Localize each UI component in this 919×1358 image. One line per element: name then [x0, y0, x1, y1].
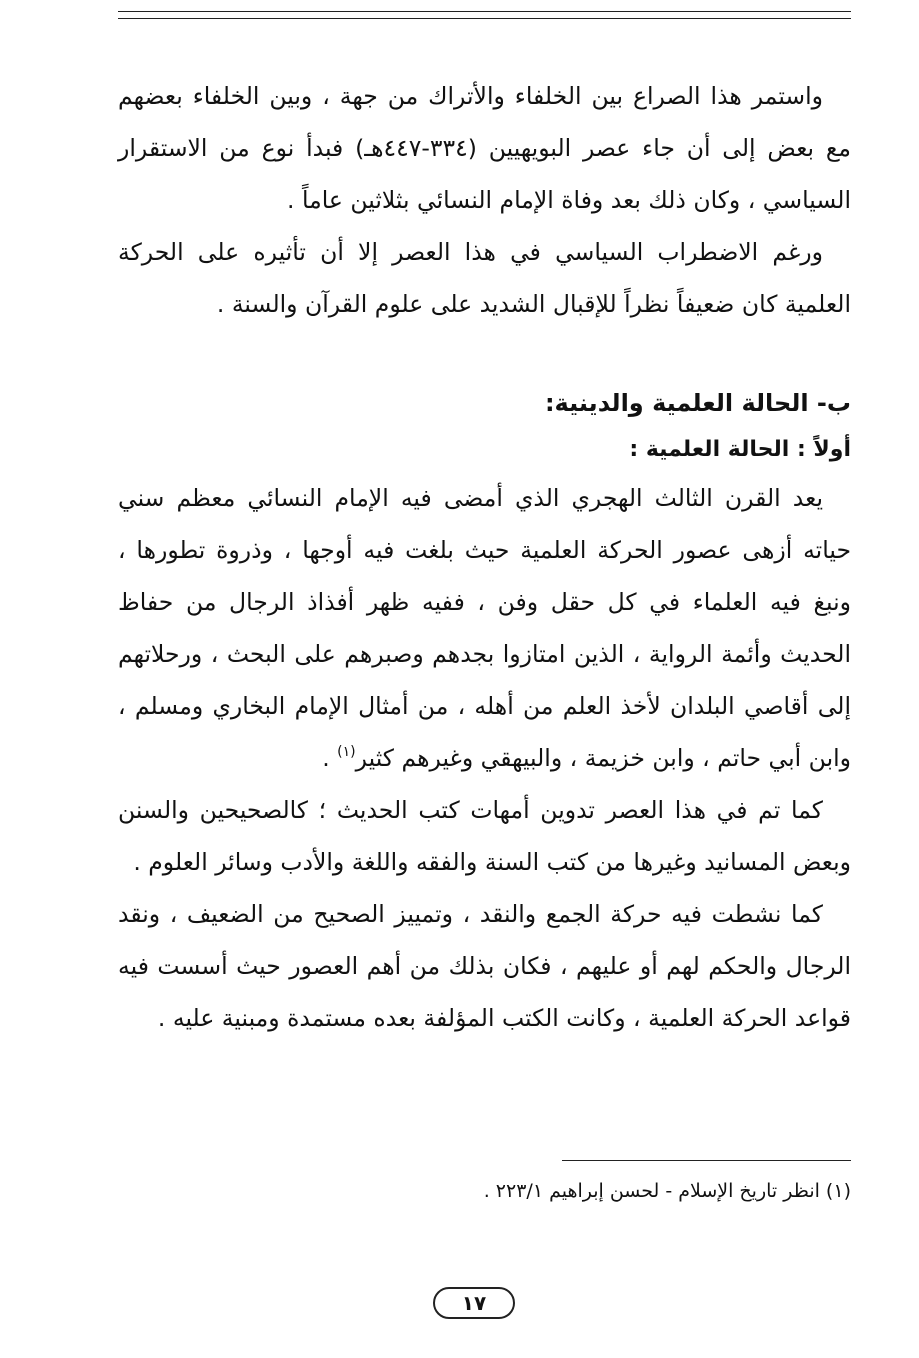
paragraph-criticism-movement: كما نشطت فيه حركة الجمع والنقد ، وتمييز الصحيح من الضعيف ، ونقد الرجال والحكم لهم أو عليهم ، فكان بذلك من أهم العصور حيث أسست فيه قواعد الحركة العلمية ، وكانت الكتب المؤلفة بعده مستمدة ومبنية عليه .	[118, 900, 851, 1032]
paragraph-political-conflict: واستمر هذا الصراع بين الخلفاء والأتراك من جهة ، وبين الخلفاء بعضهم مع بعض إلى أن جاء عصر البويهيين (٣٣٤-٤٤٧هـ) فبدأ نوع من الاستقرار السياسي ، وكان ذلك بعد وفاة الإمام النسائي بثلاثين عاماً .	[118, 82, 851, 214]
footnote-separator	[562, 1160, 851, 1161]
paragraph-third-century-text: يعد القرن الثالث الهجري الذي أمضى فيه الإمام النسائي معظم سني حياته أزهى عصور الحركة العلمية حيث بلغت فيه أوجها ، وذروة تطورها ، ونبغ فيه العلماء في كل حقل وفن ، ففيه ظهر أفذاذ الرجال من حفاظ الحديث وأئمة الرواية ، الذين امتازوا بجدهم وصبرهم على البحث ، ورحلاتهم إلى أقاصي البلدان لأخذ العلم من أهله ، من أمثال الإمام البخاري ومسلم ، وابن أبي حاتم ، وابن خزيمة ، والبيهقي وغيرهم كثير	[118, 484, 851, 772]
page-number: ١٧	[461, 1291, 487, 1315]
footnote-reference[interactable]: (١)	[337, 744, 356, 760]
paragraph-third-century	[118, 472, 851, 784]
paragraph-political-unrest: ورغم الاضطراب السياسي في هذا العصر إلا أن تأثيره على الحركة العلمية كان ضعيفاً نظراً للإقبال الشديد على علوم القرآن والسنة .	[118, 238, 851, 318]
section-heading: ب- الحالة العلمية والدينية:	[544, 389, 851, 417]
page-number-badge	[433, 1287, 515, 1319]
page-body	[118, 70, 851, 1044]
header-double-rule	[118, 11, 851, 19]
paragraph-hadith-compilation: كما تم في هذا العصر تدوين أمهات كتب الحديث ؛ كالصحيحين والسنن وبعض المسانيد وغيرها من كتب السنة والفقه واللغة والأدب وسائر العلوم .	[118, 796, 851, 876]
paragraph-third-century-tail: .	[322, 744, 338, 772]
subsection-heading: أولاً : الحالة العلمية :	[629, 437, 851, 462]
footnote-text: (١) انظر تاريخ الإسلام - لحسن إبراهيم ٢٢٣/١ .	[483, 1180, 851, 1202]
